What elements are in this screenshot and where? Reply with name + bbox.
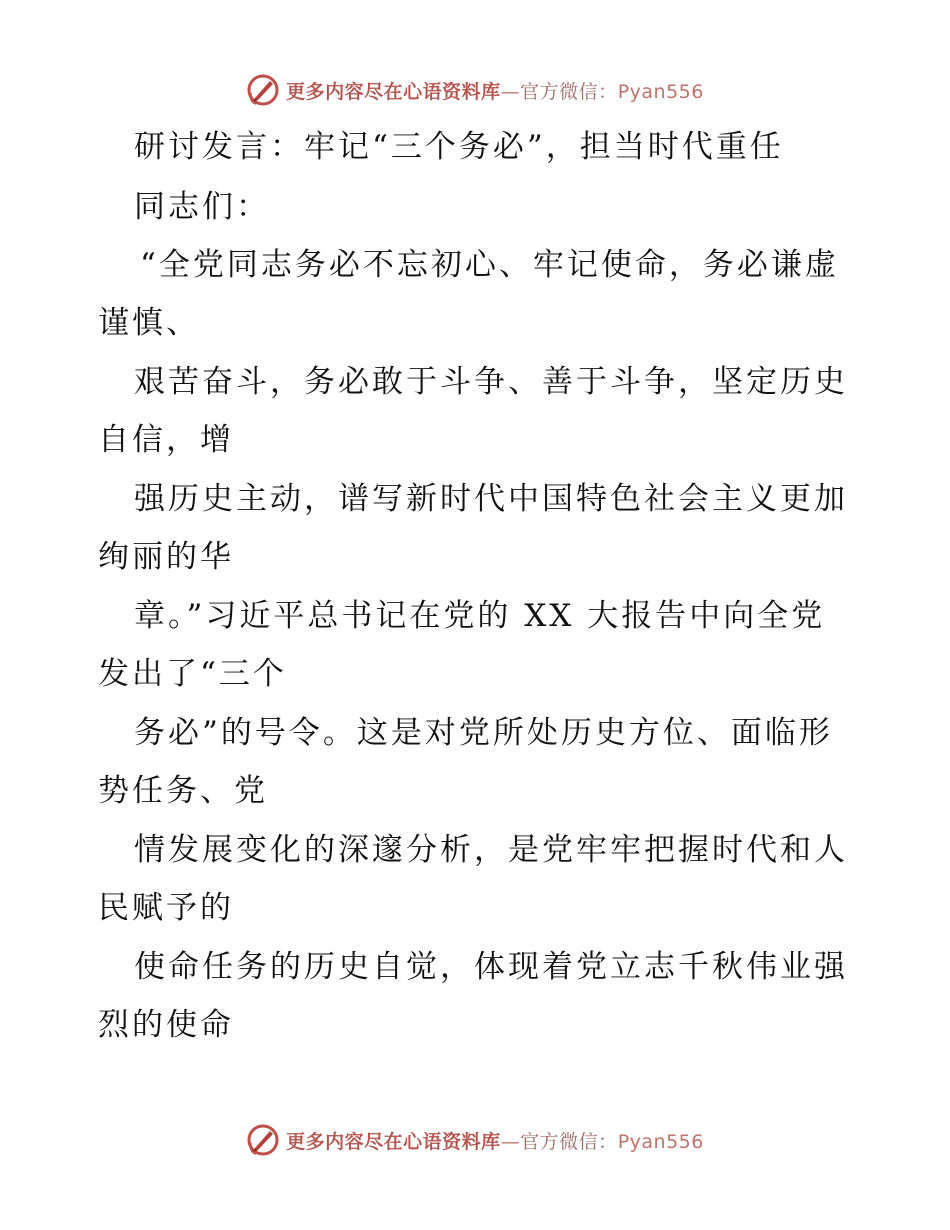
paragraph-line: 艰苦奋斗，务必敢于斗争、善于斗争，坚定历史 — [134, 364, 848, 400]
paragraph-line: 使命任务的历史自觉，体现着党立志千秋伟业强 — [134, 949, 848, 985]
watermark-dash: — — [500, 80, 521, 103]
paragraph-line: 发出了“三个 — [98, 656, 287, 692]
document-title: 研讨发言：牢记“三个务必”，担当时代重任 — [134, 129, 784, 165]
watermark-brand: 更多内容尽在心语资料库 — [286, 80, 501, 103]
footer-watermark — [0, 1120, 950, 1160]
header-watermark — [0, 70, 950, 110]
paragraph-line: 章。”习近平总书记在党的 XX 大报告中向全党 — [134, 598, 826, 634]
watermark-dash: — — [500, 1130, 521, 1153]
paragraph-line: 谨慎、 — [98, 305, 200, 341]
paragraph-line: 民赋予的 — [98, 890, 234, 926]
paragraph-line: 情发展变化的深邃分析，是党牢牢把握时代和人 — [134, 832, 848, 868]
paragraph-line: 烈的使命 — [98, 1007, 234, 1043]
paragraph-line: 势任务、党 — [98, 773, 268, 809]
watermark-official-label: 官方微信： — [520, 1130, 618, 1153]
paragraph-line: 自信，增 — [98, 422, 234, 458]
paragraph-line: “全党同志务必不忘初心、牢记使命，务必谦虚 — [140, 247, 839, 283]
paragraph-line: 强历史主动，谱写新时代中国特色社会主义更加 — [134, 481, 848, 517]
paragraph-line: 务必”的号令。这是对党所处历史方位、面临形 — [134, 715, 833, 751]
quill-pen-circle-icon — [246, 73, 280, 107]
watermark-text — [286, 1127, 704, 1154]
quill-pen-circle-icon — [246, 1123, 280, 1157]
watermark-brand: 更多内容尽在心语资料库 — [286, 1130, 501, 1153]
watermark-wechat-id: Pyan556 — [617, 1130, 704, 1153]
watermark-official-label: 官方微信： — [520, 80, 618, 103]
watermark-text — [286, 77, 704, 104]
paragraph-line: 绚丽的华 — [98, 539, 234, 575]
salutation: 同志们： — [134, 189, 270, 225]
watermark-wechat-id: Pyan556 — [617, 80, 704, 103]
